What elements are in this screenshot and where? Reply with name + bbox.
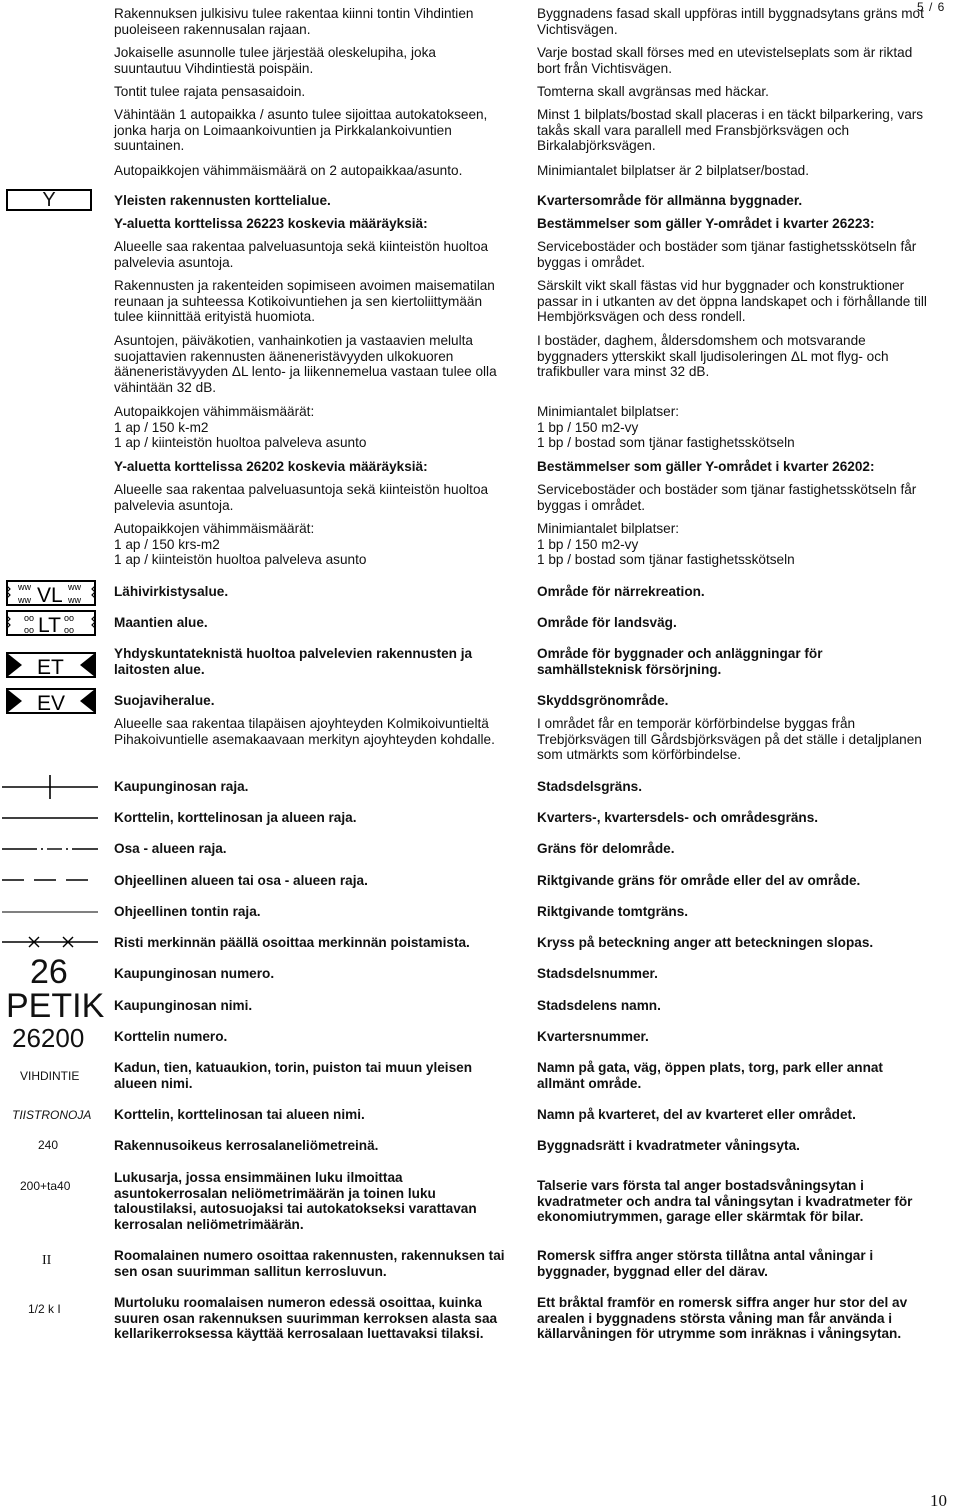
fi-text-5: Autopaikkojen vähimmäismäärä on 2 autopaikkaa/asunto. bbox=[114, 163, 463, 178]
symbol-et-label: ET bbox=[37, 656, 64, 679]
fi-text-15: Lähivirkistysalue. bbox=[114, 584, 229, 599]
sv-text-17: Område för byggnader och anläggningar för samhällsteknisk försörjning. bbox=[537, 646, 823, 677]
sv-text-33: Romersk siffra anger största tillåtna antal våningar i byggnader, byggnad eller del därav. bbox=[537, 1248, 874, 1279]
block-boundary-line bbox=[2, 813, 98, 823]
svg-text:oo: oo bbox=[64, 613, 75, 623]
fi-text-16: Maantien alue. bbox=[114, 615, 208, 630]
sv-text-15: Område för närrekreation. bbox=[537, 584, 705, 599]
fi-text-17: Yhdyskuntateknistä huoltoa palvelevien rakennusten ja laitosten alue. bbox=[114, 646, 473, 677]
fi-text-27: Kaupunginosan nimi. bbox=[114, 998, 253, 1013]
sv-text-11: Minimiantalet bilplatser: 1 bp / 150 m2-vy 1 bp / bostad som tjänar fastighetsskötseln bbox=[537, 404, 795, 451]
sheet-indicator: 5 / 6 bbox=[917, 0, 946, 14]
fi-text-28: Korttelin numero. bbox=[114, 1029, 228, 1044]
block-number-symbol: 26200 bbox=[12, 1023, 85, 1053]
symbol-vl bbox=[4, 578, 98, 608]
fi-text-1: Rakennuksen julkisivu tulee rakentaa kiinni tontin Vihdintien puoleiseen rakennusalan rajaan. bbox=[114, 6, 474, 37]
fi-text-31: Rakennusoikeus kerrosalaneliömetreinä. bbox=[114, 1138, 379, 1153]
svg-text:ww: ww bbox=[68, 582, 81, 592]
fi-text-11: Autopaikkojen vähimmäismäärät: 1 ap / 150 k-m2 1 ap / kiinteistön huoltoa palveleva asunto bbox=[114, 404, 367, 451]
district-boundary-line bbox=[2, 772, 98, 802]
svg-text:ww: ww bbox=[68, 595, 81, 605]
fi-text-3: Tontit tulee rajata pensasaidoin. bbox=[114, 84, 306, 99]
fi-text-32: Lukusarja, jossa ensimmäinen luku ilmoittaa asuntokerrosalan neliömetrimäärän ja toinen luku taloustilaksi, autosuojaksi tai autokatokseksi varattavan kerrosalan neliömetrimäärän. bbox=[114, 1170, 477, 1232]
block-name-symbol: TIISTRONOJA bbox=[12, 1108, 92, 1122]
fi-text-18: Suojaviheralue. bbox=[114, 693, 215, 708]
svg-text:oo: oo bbox=[24, 625, 35, 635]
fi-text-13: Alueelle saa rakentaa palveluasuntoja sekä kiinteistön huoltoa palvelevia asuntoja. bbox=[114, 482, 489, 513]
sv-text-16: Område för landsväg. bbox=[537, 615, 677, 630]
sv-text-2: Varje bostad skall förses med en utevistelseplats som är riktad bort från Vichtisvägen. bbox=[537, 45, 913, 76]
symbol-vl-label: VL bbox=[37, 584, 63, 607]
svg-text:ww: ww bbox=[18, 595, 31, 605]
floors-symbol: II bbox=[42, 1253, 52, 1268]
sv-text-23: Riktgivande gräns för område eller del av område. bbox=[537, 873, 861, 888]
fi-text-7: Y-aluetta korttelissa 26223 koskevia määräyksiä: bbox=[114, 216, 428, 231]
fi-text-2: Jokaiselle asunnolle tulee järjestää oleskelupiha, joka suuntautuu Vihdintiestä poispäin. bbox=[114, 45, 436, 76]
sv-text-27: Stadsdelens namn. bbox=[537, 998, 661, 1013]
sv-text-8: Servicebostäder och bostäder som tjänar fastighetsskötseln får byggas i området. bbox=[537, 239, 917, 270]
symbol-y bbox=[6, 189, 92, 211]
sv-text-7: Bestämmelser som gäller Y-området i kvarter 26223: bbox=[537, 216, 875, 231]
svg-text:oo: oo bbox=[64, 625, 75, 635]
fi-text-29: Kadun, tien, katuaukion, torin, puiston tai muun yleisen alueen nimi. bbox=[114, 1060, 472, 1091]
page-number: 10 bbox=[930, 1491, 947, 1510]
symbol-y-label: Y bbox=[42, 189, 56, 211]
sv-text-6: Kvartersområde för allmänna byggnader. bbox=[537, 193, 803, 208]
district-number-symbol: 26 bbox=[30, 953, 68, 991]
sv-text-26: Stadsdelsnummer. bbox=[537, 966, 658, 981]
floor-area-split-symbol: 200+ta40 bbox=[20, 1179, 71, 1193]
subarea-boundary-line bbox=[2, 844, 98, 854]
sv-text-30: Namn på kvarteret, del av kvarteret eller området. bbox=[537, 1107, 856, 1122]
sv-text-28: Kvartersnummer. bbox=[537, 1029, 649, 1044]
floor-area-symbol: 240 bbox=[38, 1138, 59, 1152]
sv-text-22: Gräns för delområde. bbox=[537, 841, 675, 856]
fi-text-4: Vähintään 1 autopaikka / asunto tulee sijoittaa autokatokseen, jonka harja on Loimaankoivuntien ja Pirkkalankoivuntien suuntainen. bbox=[114, 107, 488, 154]
sv-text-19: I området får en temporär körförbindelse byggas från Trebjörksvägen till Gårdsbjörksvägen på det ställe i detaljplanen som utmärkts som körförbindelse. bbox=[537, 716, 922, 763]
sv-text-29: Namn på gata, väg, öppen plats, torg, park eller annat allmänt område. bbox=[537, 1060, 883, 1091]
symbol-lt bbox=[4, 608, 98, 638]
fi-text-25: Risti merkinnän päällä osoittaa merkinnän poistamista. bbox=[114, 935, 470, 950]
fi-text-20: Kaupunginosan raja. bbox=[114, 779, 249, 794]
fi-text-30: Korttelin, korttelinosan tai alueen nimi. bbox=[114, 1107, 365, 1122]
fi-text-33: Roomalainen numero osoittaa rakennusten, rakennuksen tai sen osan suurimman sallitun kerrosluvun. bbox=[114, 1248, 505, 1279]
sv-text-31: Byggnadsrätt i kvadratmeter våningsyta. bbox=[537, 1138, 800, 1153]
sv-text-5: Minimiantalet bilplatser är 2 bilplatser/bostad. bbox=[537, 163, 810, 178]
sv-text-18: Skyddsgrönområde. bbox=[537, 693, 669, 708]
fi-text-26: Kaupunginosan numero. bbox=[114, 966, 275, 981]
sv-text-21: Kvarters-, kvartersdels- och områdesgräns. bbox=[537, 810, 819, 825]
sv-text-4: Minst 1 bilplats/bostad skall placeras i en täckt bilparkering, vars takås skall vara parallell med Fransbjörksvägen och Birkalabjörksvägen. bbox=[537, 107, 924, 154]
svg-text:ww: ww bbox=[18, 582, 31, 592]
indicative-plot-boundary-line bbox=[2, 907, 98, 917]
svg-text:oo: oo bbox=[24, 613, 35, 623]
fraction-symbol: 1/2 k I bbox=[28, 1302, 61, 1316]
sv-text-25: Kryss på beteckning anger att beteckningen slopas. bbox=[537, 935, 874, 950]
indicative-area-boundary-line bbox=[2, 875, 98, 885]
street-name-symbol: VIHDINTIE bbox=[20, 1069, 80, 1083]
symbol-ev-label: EV bbox=[37, 692, 66, 715]
fi-text-19: Alueelle saa rakentaa tilapäisen ajoyhteyden Kolmikoivuntieltä Pihakoivuntielle asemakaavaan merkityn ajoyhteyden kohdalle. bbox=[114, 716, 495, 747]
fi-text-34: Murtoluku roomalaisen numeron edessä osoittaa, kuinka suuren osan rakennuksen suurimman kerroksen alasta saa kellarikerroksessa käyttää kerrosalaan luettavaksi tilaksi. bbox=[114, 1295, 498, 1342]
sv-text-34: Ett bråktal framför en romersk siffra anger hur stor del av arealen i byggnadens största våning man får använda i källarvåningen för utrymme som inräknas i våningsytan. bbox=[537, 1295, 908, 1342]
symbol-ev bbox=[4, 686, 98, 716]
symbol-et bbox=[4, 650, 98, 680]
sv-text-1: Byggnadens fasad skall uppföras intill byggnadsytans gräns mot Vichtisvägen. bbox=[537, 6, 924, 37]
district-name-symbol: PETIK bbox=[6, 987, 105, 1025]
fi-text-21: Korttelin, korttelinosan ja alueen raja. bbox=[114, 810, 357, 825]
fi-text-10: Asuntojen, päiväkotien, vanhainkotien ja vastaavien melulta suojattavien rakennusten ääneneristävyyden ulkokuoren ääneneristävyyden ΔL lento- ja liikennemelua vastaan tulee olla vähintään 32 dB. bbox=[114, 333, 497, 395]
fi-text-8: Alueelle saa rakentaa palveluasuntoja sekä kiinteistön huoltoa palvelevia asuntoja. bbox=[114, 239, 489, 270]
fi-text-24: Ohjeellinen tontin raja. bbox=[114, 904, 261, 919]
fi-text-22: Osa - alueen raja. bbox=[114, 841, 227, 856]
fi-text-12: Y-aluetta korttelissa 26202 koskevia määräyksiä: bbox=[114, 459, 428, 474]
symbol-lt-label: LT bbox=[38, 614, 61, 637]
sv-text-14: Minimiantalet bilplatser: 1 bp / 150 m2-vy 1 bp / bostad som tjänar fastighetsskötseln bbox=[537, 521, 795, 568]
fi-text-23: Ohjeellinen alueen tai osa - alueen raja. bbox=[114, 873, 368, 888]
fi-text-6: Yleisten rakennusten korttelialue. bbox=[114, 193, 331, 208]
sv-text-12: Bestämmelser som gäller Y-området i kvarter 26202: bbox=[537, 459, 875, 474]
fi-text-14: Autopaikkojen vähimmäismäärät: 1 ap / 150 krs-m2 1 ap / kiinteistön huoltoa palveleva asunto bbox=[114, 521, 367, 568]
sv-text-24: Riktgivande tomtgräns. bbox=[537, 904, 689, 919]
removal-cross-line bbox=[2, 932, 98, 952]
sv-text-32: Talserie vars första tal anger bostadsvåningsytan i kvadratmeter och andra tal våningsytan i kvadratmeter för ekonomiutrymmen, garage eller skärmtak för bilar. bbox=[537, 1178, 913, 1225]
sv-text-20: Stadsdelsgräns. bbox=[537, 779, 643, 794]
sv-text-9: Särskilt vikt skall fästas vid hur byggnader och konstruktioner passar in i utkanten av det öppna landskapet och i förhållande till Hembjörksvägen och dess rondell. bbox=[537, 278, 927, 325]
sv-text-10: I bostäder, daghem, åldersdomshem och motsvarande byggnaders ytterskikt skall ljudisoleringen ΔL mot flyg- och trafikbuller vara minst 32 dB. bbox=[537, 333, 889, 380]
fi-text-9: Rakennusten ja rakenteiden sopimiseen avoimen maisematilan reunaan ja suhteessa Kotikoivuntiehen ja sen kiertoliittymään tulee kiinnittää erityistä huomiota. bbox=[114, 278, 495, 325]
sv-text-13: Servicebostäder och bostäder som tjänar fastighetsskötseln får byggas i området. bbox=[537, 482, 917, 513]
sv-text-3: Tomterna skall avgränsas med häckar. bbox=[537, 84, 769, 99]
